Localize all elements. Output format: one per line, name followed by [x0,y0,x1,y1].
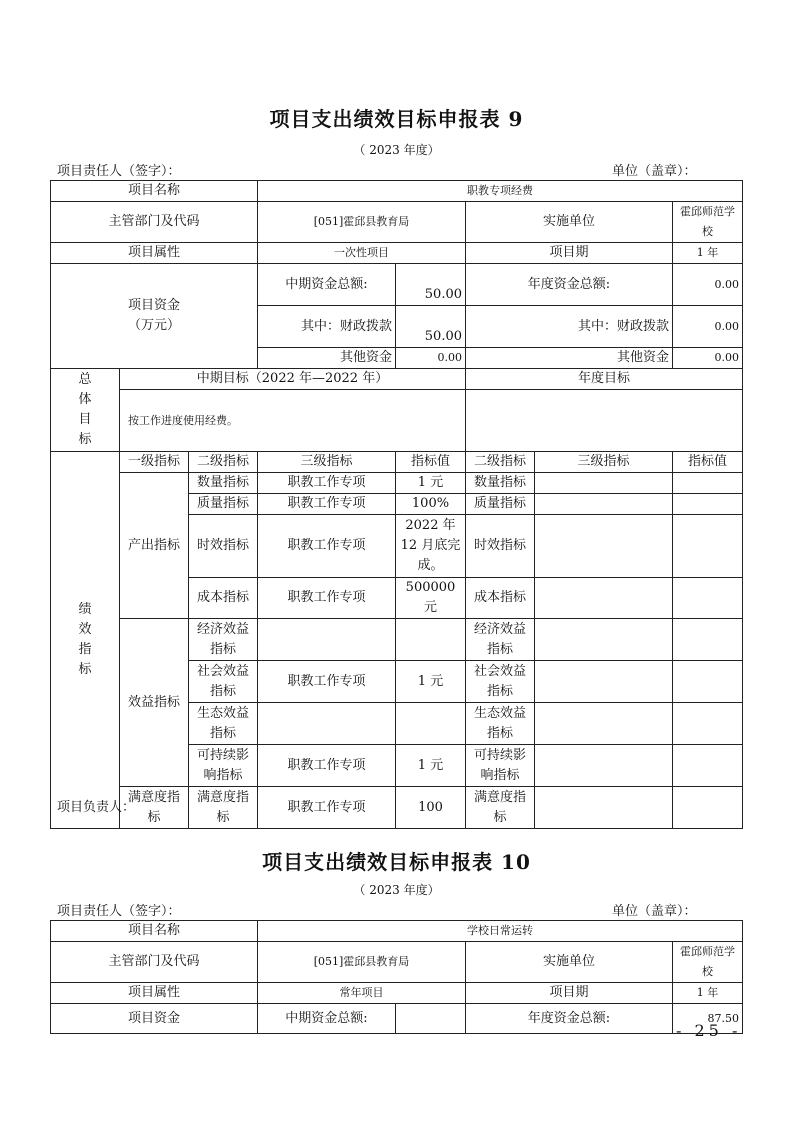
satisfaction-line: 满意度指 [127,789,180,805]
level2-line: 经济效益 [196,621,249,637]
level3-year-cell [535,619,673,661]
level2-line: 生态效益 [196,705,249,721]
level3-year-cell [535,661,673,703]
header-level1: 一级指标 [120,452,189,473]
level3-year-cell [535,703,673,745]
year-label: （ 2023 年度） [353,143,440,157]
level2-line: 标 [493,809,507,825]
level3-year-cell [535,515,673,578]
level3-cell: 职教工作专项 [258,745,396,787]
level2-line: 社会效益 [473,663,526,679]
level2-year-cell: 质量指标 [466,494,535,515]
level2-year-cell: 数量指标 [466,473,535,494]
header-level3-year: 三级指标 [535,452,673,473]
performance-indicator-char: 绩 [78,602,92,617]
project-attribute-label: 项目属性 [51,243,258,264]
responsible-signature-label: 项目责任人（签字）： [57,164,181,179]
level3-year-cell [535,473,673,494]
project-period-label: 项目期 [466,983,673,1004]
mid-other-label: 其他资金 [258,348,396,369]
header-value-year: 指标值 [673,452,743,473]
value-cell [396,515,466,578]
project-attribute-value: 常年项目 [258,983,466,1004]
level2-line: 响指标 [203,767,243,783]
project-fund-title: 项目资金 [127,298,180,313]
header-level2-year: 二级指标 [466,452,535,473]
project-name-label: 项目名称 [51,921,258,942]
level2-line: 满意度指 [196,789,249,805]
performance-indicator-char: 效 [78,622,92,637]
value-cell: 100% [396,494,466,515]
satisfaction-line: 标 [147,809,161,825]
unit-seal-label: 单位（盖章）： [612,164,697,179]
level3-year-cell [535,494,673,515]
level3-cell: 职教工作专项 [258,473,396,494]
project-fund-label: 项目资金 [51,1004,258,1034]
level3-year-cell [535,787,673,829]
value-cell: 100 [396,787,466,829]
mid-total-value [396,1004,466,1034]
level2-line: 指标 [209,683,236,699]
value-line: 12 月底完 [400,538,461,553]
department-label: 主管部门及代码 [51,202,258,243]
level2-cell [189,745,258,787]
project-name-label: 项目名称 [51,181,258,202]
output-indicator-label: 产出指标 [120,473,189,619]
overall-goal-char: 总 [78,372,92,387]
level2-line: 响指标 [480,767,520,783]
header-level2: 二级指标 [189,452,258,473]
level2-year-cell: 时效指标 [466,515,535,578]
level2-year-cell [466,703,535,745]
year-total-label: 年度资金总额: [466,1004,673,1034]
performance-indicator-char: 指 [78,642,92,657]
overall-goal-label [51,369,120,452]
benefit-indicator-label: 效益指标 [120,619,189,787]
value-cell: 1 元 [396,745,466,787]
level2-cell [189,787,258,829]
level2-cell: 数量指标 [189,473,258,494]
level2-cell [189,661,258,703]
project-period-value: 1 年 [673,243,743,264]
performance-indicator-char: 标 [78,662,92,677]
level2-cell: 成本指标 [189,578,258,619]
year-fiscal-label: 其中：财政拨款 [466,306,673,348]
mid-total-label: 中期资金总额: [258,1004,396,1034]
level2-line: 标 [216,809,230,825]
value-cell [396,703,466,745]
level2-line: 可持续影 [196,747,249,763]
implementing-unit-value: 霍邱师范学校 [673,942,743,983]
year-goal-header: 年度目标 [466,369,743,390]
mid-other-value: 0.00 [396,348,466,369]
mid-goal-header: 中期目标（2022 年—2022 年） [120,369,466,390]
year-total-value: 0.00 [673,264,743,306]
level2-cell: 质量指标 [189,494,258,515]
performance-indicator-label [51,452,120,829]
level2-line: 指标 [486,641,513,657]
value-cell: 500000 元 [396,578,466,619]
department-label: 主管部门及代码 [51,942,258,983]
level3-year-cell [535,578,673,619]
level2-line: 指标 [486,725,513,741]
department-value: [051]霍邱县教育局 [258,942,466,983]
level3-cell: 职教工作专项 [258,661,396,703]
overall-goal-char: 目 [78,412,92,427]
project-fund-label [51,264,258,369]
mid-fiscal-label: 其中：财政拨款 [258,306,396,348]
overall-goal-char: 标 [78,432,92,447]
mid-fiscal-value: 50.00 [396,306,466,348]
level3-cell [258,703,396,745]
mid-total-value: 50.00 [396,264,466,306]
value-cell: 1 元 [396,473,466,494]
overall-goal-char: 体 [78,392,92,407]
year-goal-text [466,390,743,452]
value-year-cell [673,473,743,494]
level2-cell: 时效指标 [189,515,258,578]
level2-line: 社会效益 [196,663,249,679]
level2-year-cell [466,619,535,661]
level3-cell [258,619,396,661]
header-level3: 三级指标 [258,452,396,473]
project-name-value: 职教专项经费 [258,181,743,202]
year-total-value: 87.50 [673,1004,743,1034]
year-total-label: 年度资金总额: [466,264,673,306]
level2-line: 生态效益 [473,705,526,721]
level3-cell: 职教工作专项 [258,787,396,829]
project-attribute-value: 一次性项目 [258,243,466,264]
year-other-label: 其他资金 [466,348,673,369]
value-year-cell [673,745,743,787]
value-year-cell [673,787,743,829]
level3-year-cell [535,745,673,787]
header-value: 指标值 [396,452,466,473]
page-number: - 25 - [676,1021,742,1040]
value-year-cell [673,578,743,619]
value-year-cell [673,494,743,515]
page-title-2: 项目支出绩效目标申报表 10 [262,850,531,874]
level3-cell: 职教工作专项 [258,578,396,619]
year-label-2: （ 2023 年度） [353,883,440,897]
page-title: 项目支出绩效目标申报表 9 [269,107,524,131]
mid-goal-text: 按工作进度使用经费。 [120,390,466,452]
value-cell: 1 元 [396,661,466,703]
level2-line: 满意度指 [473,789,526,805]
year-other-value: 0.00 [673,348,743,369]
level2-year-cell [466,745,535,787]
level2-line: 指标 [486,683,513,699]
level2-year-cell [466,661,535,703]
value-cell [396,619,466,661]
project-attribute-label: 项目属性 [51,983,258,1004]
mid-total-label: 中期资金总额: [258,264,396,306]
year-fiscal-value: 0.00 [673,306,743,348]
level2-year-cell: 成本指标 [466,578,535,619]
implementing-unit-label: 实施单位 [466,202,673,243]
value-line: 成。 [417,558,444,573]
level3-cell: 职教工作专项 [258,515,396,578]
level2-cell [189,703,258,745]
level2-cell [189,619,258,661]
level2-line: 可持续影 [473,747,526,763]
value-year-cell [673,661,743,703]
value-year-cell [673,619,743,661]
performance-target-table-2 [50,920,743,1034]
performance-target-table [50,180,743,829]
level2-line: 指标 [209,725,236,741]
level2-line: 经济效益 [473,621,526,637]
level3-cell: 职教工作专项 [258,494,396,515]
project-period-label: 项目期 [466,243,673,264]
department-value: [051]霍邱县教育局 [258,202,466,243]
project-name-value: 学校日常运转 [258,921,743,942]
level2-year-cell [466,787,535,829]
implementing-unit-value: 霍邱师范学校 [673,202,743,243]
implementing-unit-label: 实施单位 [466,942,673,983]
project-leader-label: 项目负责人： [57,800,136,815]
project-period-value: 1 年 [673,983,743,1004]
value-year-cell [673,703,743,745]
project-fund-unit: （万元） [127,318,180,333]
level2-line: 指标 [209,641,236,657]
responsible-signature-label-2: 项目责任人（签字）： [57,904,181,919]
value-line: 2022 年 [405,518,456,533]
unit-seal-label-2: 单位（盖章）： [612,904,697,919]
value-year-cell [673,515,743,578]
